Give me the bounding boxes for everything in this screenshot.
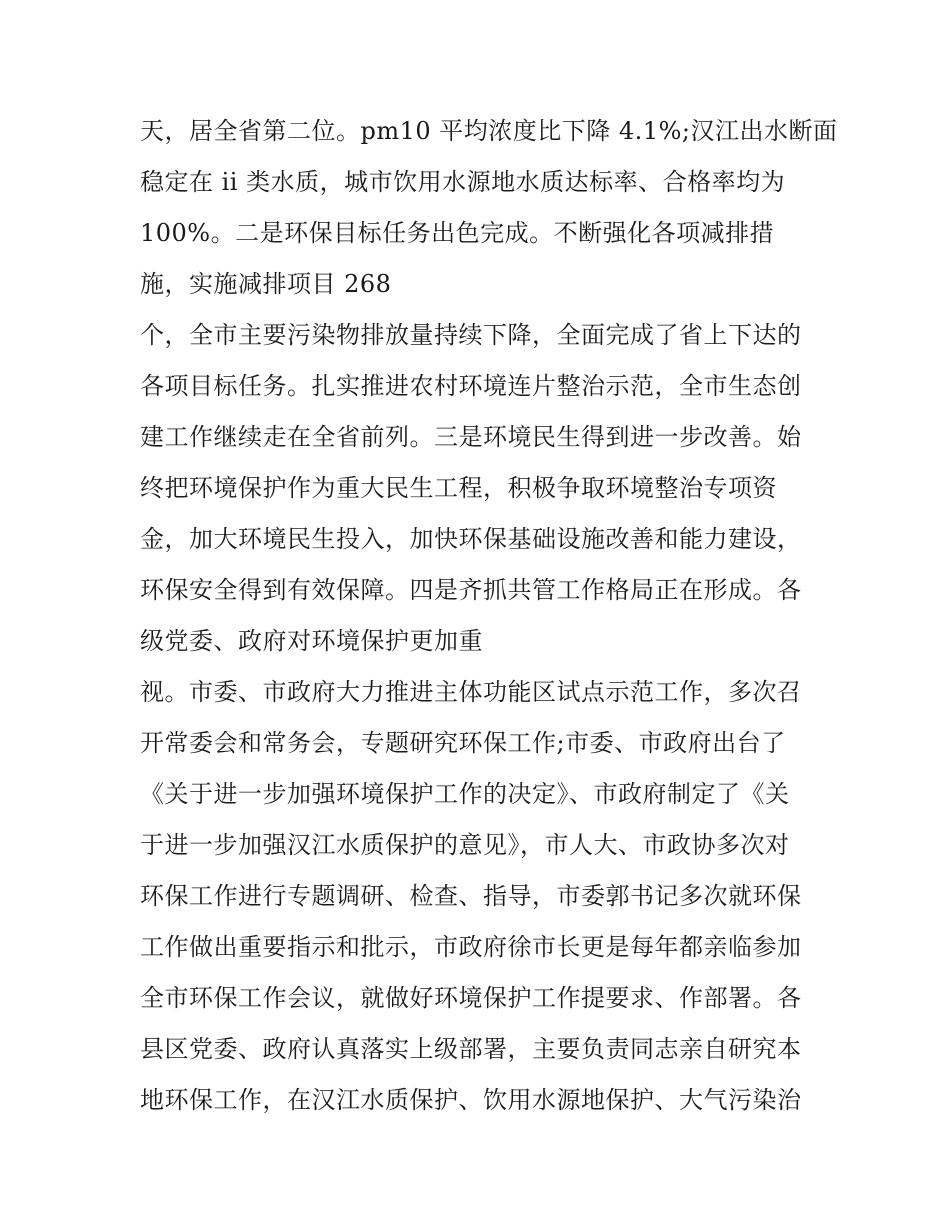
text-line: 稳定在 ii 类水质，城市饮用水源地水质达标率、合格率均为: [140, 168, 786, 196]
text-line: 终把环境保护作为重大民生工程，积极争取环境整治专项资: [140, 474, 777, 502]
text-line: 环保安全得到有效保障。四是齐抓共管工作格局正在形成。各: [140, 576, 802, 604]
text-line: 《关于进一步加强环境保护工作的决定》、市政府制定了《关: [140, 780, 790, 808]
text-line: 县区党委、政府认真落实上级部署，主要负责同志亲自研究本: [140, 1035, 802, 1063]
text-line: 视。市委、市政府大力推进主体功能区试点示范工作，多次召: [140, 678, 802, 706]
text-line: 级党委、政府对环境保护更加重: [140, 627, 483, 655]
text-line: 个，全市主要污染物排放量持续下降，全面完成了省上下达的: [140, 321, 802, 349]
text-line: 天，居全省第二位。pm10 平均浓度比下降 4.1%;汉江出水断面: [140, 117, 838, 145]
body-text: [140, 106, 838, 1126]
text-line: 100%。二是环保目标任务出色完成。不断强化各项减排措: [140, 219, 775, 247]
text-line: 各项目标任务。扎实推进农村环境连片整治示范，全市生态创: [140, 372, 802, 400]
text-line: 开常委会和常务会，专题研究环保工作;市委、市政府出台了: [140, 729, 786, 757]
text-line: 建工作继续走在全省前列。三是环境民生得到进一步改善。始: [140, 423, 802, 451]
text-line: 地环保工作，在汉江水质保护、饮用水源地保护、大气污染治: [140, 1086, 802, 1114]
text-line: 全市环保工作会议，就做好环境保护工作提要求、作部署。各: [140, 984, 802, 1012]
text-line: 金，加大环境民生投入，加快环保基础设施改善和能力建设，: [140, 525, 802, 553]
text-line: 施，实施减排项目 268: [140, 270, 392, 298]
text-line: 环保工作进行专题调研、检查、指导，市委郭书记多次就环保: [140, 882, 802, 910]
text-line: 工作做出重要指示和批示，市政府徐市长更是每年都亲临参加: [140, 933, 802, 961]
text-line: 于进一步加强汉江水质保护的意见》，市人大、市政协多次对: [140, 831, 790, 859]
